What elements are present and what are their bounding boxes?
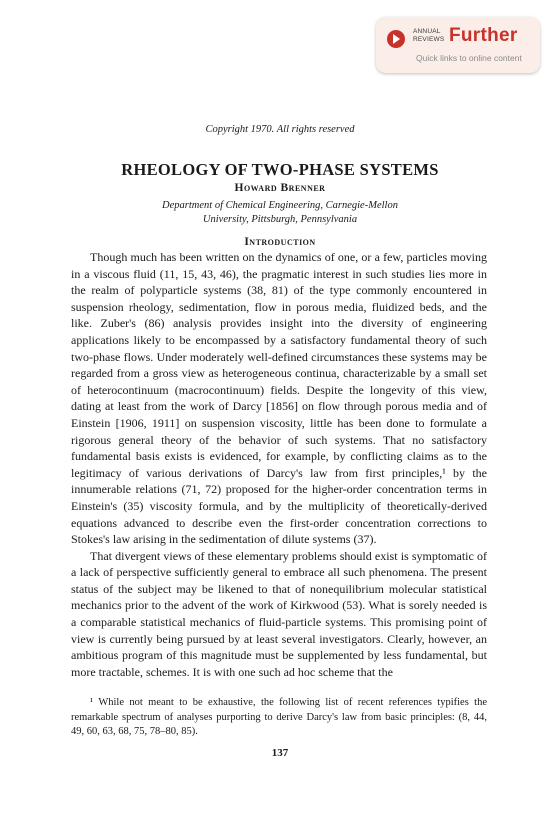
author-affiliation bbox=[0, 199, 560, 227]
footnote: ¹ While not meant to be exhaustive, the following list of recent references typifies the remarkable spectrum of analyses purporting to derive Darcy's law from basic principles: (8, 44, 49, 60, 63, 68, 75, 78–80, 85). bbox=[71, 697, 487, 737]
copyright-line: Copyright 1970. All rights reserved bbox=[205, 124, 355, 135]
badge-tagline: Quick links to online content bbox=[416, 53, 522, 63]
page-number: 137 bbox=[271, 747, 289, 759]
annual-reviews-logo-icon bbox=[387, 30, 405, 48]
article-title: RHEOLOGY OF TWO-PHASE SYSTEMS bbox=[121, 160, 439, 179]
affiliation-line-1: Department of Chemical Engineering, Carnegie-Mellon bbox=[162, 200, 398, 211]
body-paragraph-2: That divergent views of these elementary problems should exist is symptomatic of a lack of perspective sufficiently general to embrace all such phenomena. The present status of the subject may be likened to that of nonequilibrium molecular statistical mechanics prior to the advent of the work of Kirkwood (53). What is sorely needed is a comparable statistical mechanics of fluid-particle systems. This promising point of view is currently being pursued by at least several investigators. Clearly, however, an ambitious program of this magnitude must be supplemented by less fundamental, but more tractable, schemes. It is with one such ad hoc scheme that the bbox=[71, 548, 487, 679]
section-heading: Introduction bbox=[244, 236, 316, 248]
further-links-badge[interactable] bbox=[376, 17, 540, 73]
affiliation-line-2: University, Pittsburgh, Pennsylvania bbox=[202, 214, 358, 225]
article-author: Howard Brenner bbox=[234, 182, 326, 194]
badge-brand-big: Further bbox=[449, 25, 518, 46]
badge-brand-small: ANNUAL REVIEWS bbox=[413, 28, 445, 43]
body-paragraph-1: Though much has been written on the dynamics of one, or a few, particles moving in a viscous fluid (11, 15, 43, 46), the pragmatic interest in such studies lies more in the realm of polyparticle systems (38, 81) of the type commonly encountered in suspension rheology, sedimentation, flow in porous media, fluidized beds, and the like. Zuber's (86) analysis provides insight into the diversity of engineering applications likely to be encompassed by a satisfactory fundamental theory of such two-phase flows. Under moderately well-defined circumstances these systems may be regarded from a gross view as heterogeneous continua, characterizable by a small set of heterocontinuum (macrocontinuum) fields. Despite the longevity of this view, dating at least from the work of Darcy [1856] on flow through porous media and of Einstein [1906, 1911] on suspension viscosity, little has been done to formulate a rigorous general theory of the behavior of such systems. That no satisfactory fundamental basis exists is evidenced, for example, by conflicting claims as to the legitimacy of various derivations of Darcy's law from first principles,¹ by the innumerable relations (71, 72) proposed for the higher-order concentration terms in Einstein's (35) viscosity formula, and by the multiplicity of theoretically-derived equations advanced to describe even the first-order concentration corrections to Stokes's law arising in the sedimentation of dilute systems (37). bbox=[71, 250, 487, 547]
article-body bbox=[71, 249, 487, 680]
